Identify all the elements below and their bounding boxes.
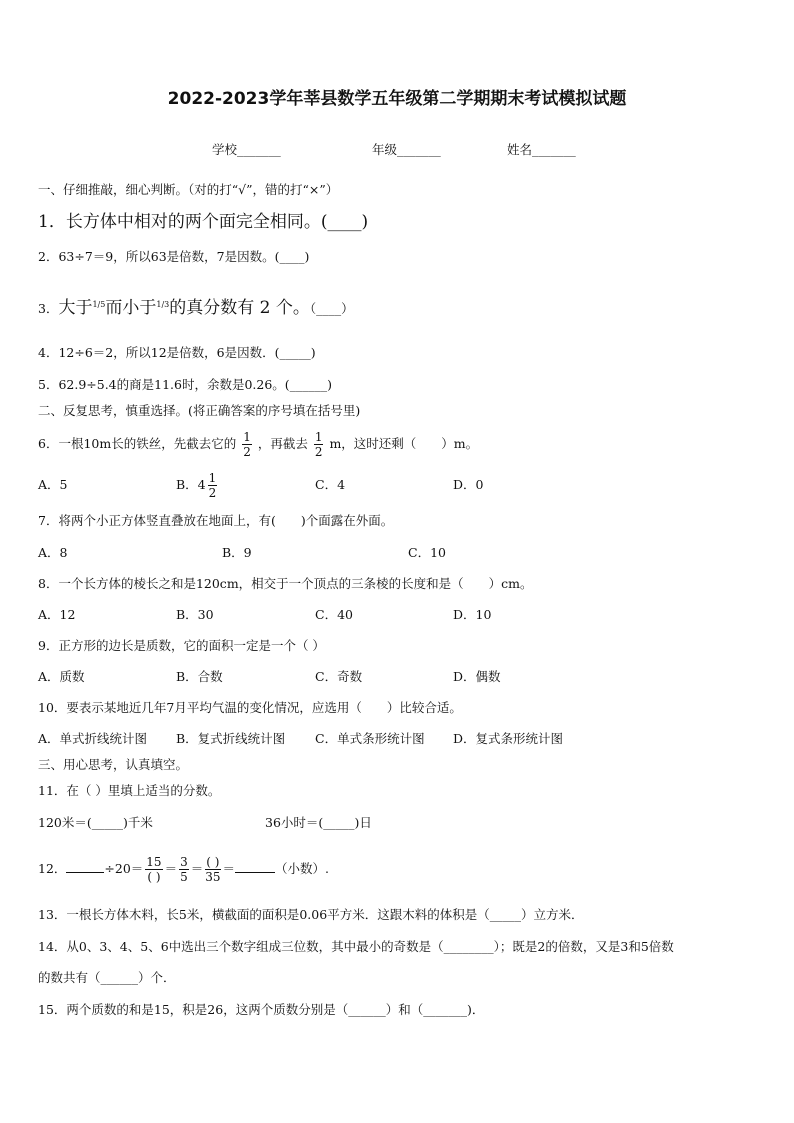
name-blank: _______ <box>532 142 576 157</box>
name-field <box>507 142 576 158</box>
section1-heading: 一、仔细推敲，细心判断。（对的打“√”，错的打“×”） <box>38 182 339 197</box>
question-7: 7．将两个小正方体竖直叠放在地面上，有( )个面露在外面。 <box>38 513 394 528</box>
question-10: 10．要表示某地近几年7月平均气温的变化情况，应选用（ ）比较合适。 <box>38 700 462 715</box>
question-11: 11．在（ ）里填上适当的分数。 <box>38 783 221 798</box>
fraction-one-fifth: 1/5 <box>92 300 106 309</box>
fraction-blank-over-35: $\frac{( )}{35}$ <box>205 855 221 884</box>
school-label: 学校 <box>212 142 238 157</box>
fraction-one-half: $\frac{1}{2}$ <box>243 430 251 459</box>
question-3-text-c: 的真分数有 2 个。 <box>169 298 310 318</box>
option-b: B．30 <box>176 607 214 622</box>
question-12-decimal-blank <box>235 860 275 873</box>
question-6-text-a: 6．一根10m长的铁丝，先截去它的 <box>38 436 237 451</box>
question-15: 15．两个质数的和是15，积是26，这两个质数分别是（______）和（_______)． <box>38 1002 485 1017</box>
name-label: 姓名 <box>507 142 533 157</box>
school-field <box>212 142 281 158</box>
question-12-division: ÷20＝ <box>104 861 144 876</box>
fraction-three-fifths: $\frac{3}{5}$ <box>180 855 188 884</box>
option-a: A．12 <box>38 607 76 622</box>
question-1: 1．长方体中相对的两个面完全相同。(____) <box>38 212 369 232</box>
question-6-text-b: ，再截去 <box>257 436 308 451</box>
option-b: B．9 <box>222 545 252 560</box>
option-c: C．40 <box>315 607 353 622</box>
question-4: 4．12÷6＝2，所以12是倍数，6是因数．(_____) <box>38 345 316 360</box>
question-8: 8．一个长方体的棱长之和是120cm，相交于一个顶点的三条棱的长度和是（ ）cm。 <box>38 576 533 591</box>
option-c: C．10 <box>408 545 446 560</box>
grade-label: 年级 <box>372 142 398 157</box>
question-9: 9．正方形的边长是质数，它的面积一定是一个（ ） <box>38 638 325 653</box>
option-c: C．4 <box>315 477 346 492</box>
question-3-text-b: 而小于 <box>105 298 157 318</box>
question-12: 12． ÷20＝ $\frac{15}{( )}$ ＝ $\frac{3}{5}$ ＝ $\frac{( )}{35}$ ＝ （小数）. <box>38 855 330 884</box>
question-6-text-c: m，这时还剩（ ）m。 <box>329 436 479 451</box>
question-13: 13．一根长方体木料，长5米，横截面的面积是0.06平方米．这跟木料的体积是（_____）立方米． <box>38 907 584 922</box>
fraction-15-over-blank: $\frac{15}{( )}$ <box>146 855 162 884</box>
option-b: B．复式折线统计图 <box>176 731 286 746</box>
fraction-one-half: $\frac{1}{2}$ <box>314 430 323 459</box>
option-c: C．单式条形统计图 <box>315 731 425 746</box>
option-a: A．8 <box>38 545 68 560</box>
question-14-line-1: 14．从0、3、4、5、6中选出三个数字组成三位数，其中最小的奇数是（________）；既是2的倍数，又是3和5倍数 <box>38 939 674 954</box>
option-d: D．偶数 <box>453 669 501 684</box>
option-b: B．4 $\frac{1}{2}$ <box>176 471 217 500</box>
question-12-blank <box>66 860 104 873</box>
question-12-tail: （小数）. <box>275 861 330 876</box>
option-b: B．合数 <box>176 669 223 684</box>
option-d: D．复式条形统计图 <box>453 731 564 746</box>
section2-heading: 二、反复思考，慎重选择。(将正确答案的序号填在括号里) <box>38 403 361 418</box>
question-3-answer-slot: （____） <box>309 301 354 316</box>
option-a: A．单式折线统计图 <box>38 731 148 746</box>
page-title: 2022-2023学年莘县数学五年级第二学期期末考试模拟试题 <box>167 89 627 109</box>
option-d: D．10 <box>453 607 492 622</box>
question-6 <box>38 426 478 462</box>
option-a: A．质数 <box>38 669 85 684</box>
question-3-text-a: 大于 <box>58 298 93 318</box>
question-11-part-b: 36小时＝(_____)日 <box>265 815 372 830</box>
question-12-number: 12． <box>38 861 67 876</box>
grade-field <box>372 142 441 158</box>
question-3 <box>38 294 354 320</box>
section3-heading: 三、用心思考，认真填空。 <box>38 757 189 772</box>
question-5: 5．62.9÷5.4的商是11.6时，余数是0.26。(______) <box>38 377 333 392</box>
question-3-number: 3． <box>38 301 59 316</box>
question-2: 2．63÷7＝9，所以63是倍数，7是因数。(____) <box>38 249 310 264</box>
option-a: A．5 <box>38 477 68 492</box>
grade-blank: _______ <box>397 142 441 157</box>
fraction-one-third: 1/3 <box>156 300 170 309</box>
option-c: C．奇数 <box>315 669 363 684</box>
option-d: D．0 <box>453 477 484 492</box>
school-blank: _______ <box>237 142 281 157</box>
question-11-part-a: 120米＝(_____)千米 <box>38 815 153 830</box>
question-14-line-2: 的数共有（______）个． <box>38 970 176 985</box>
